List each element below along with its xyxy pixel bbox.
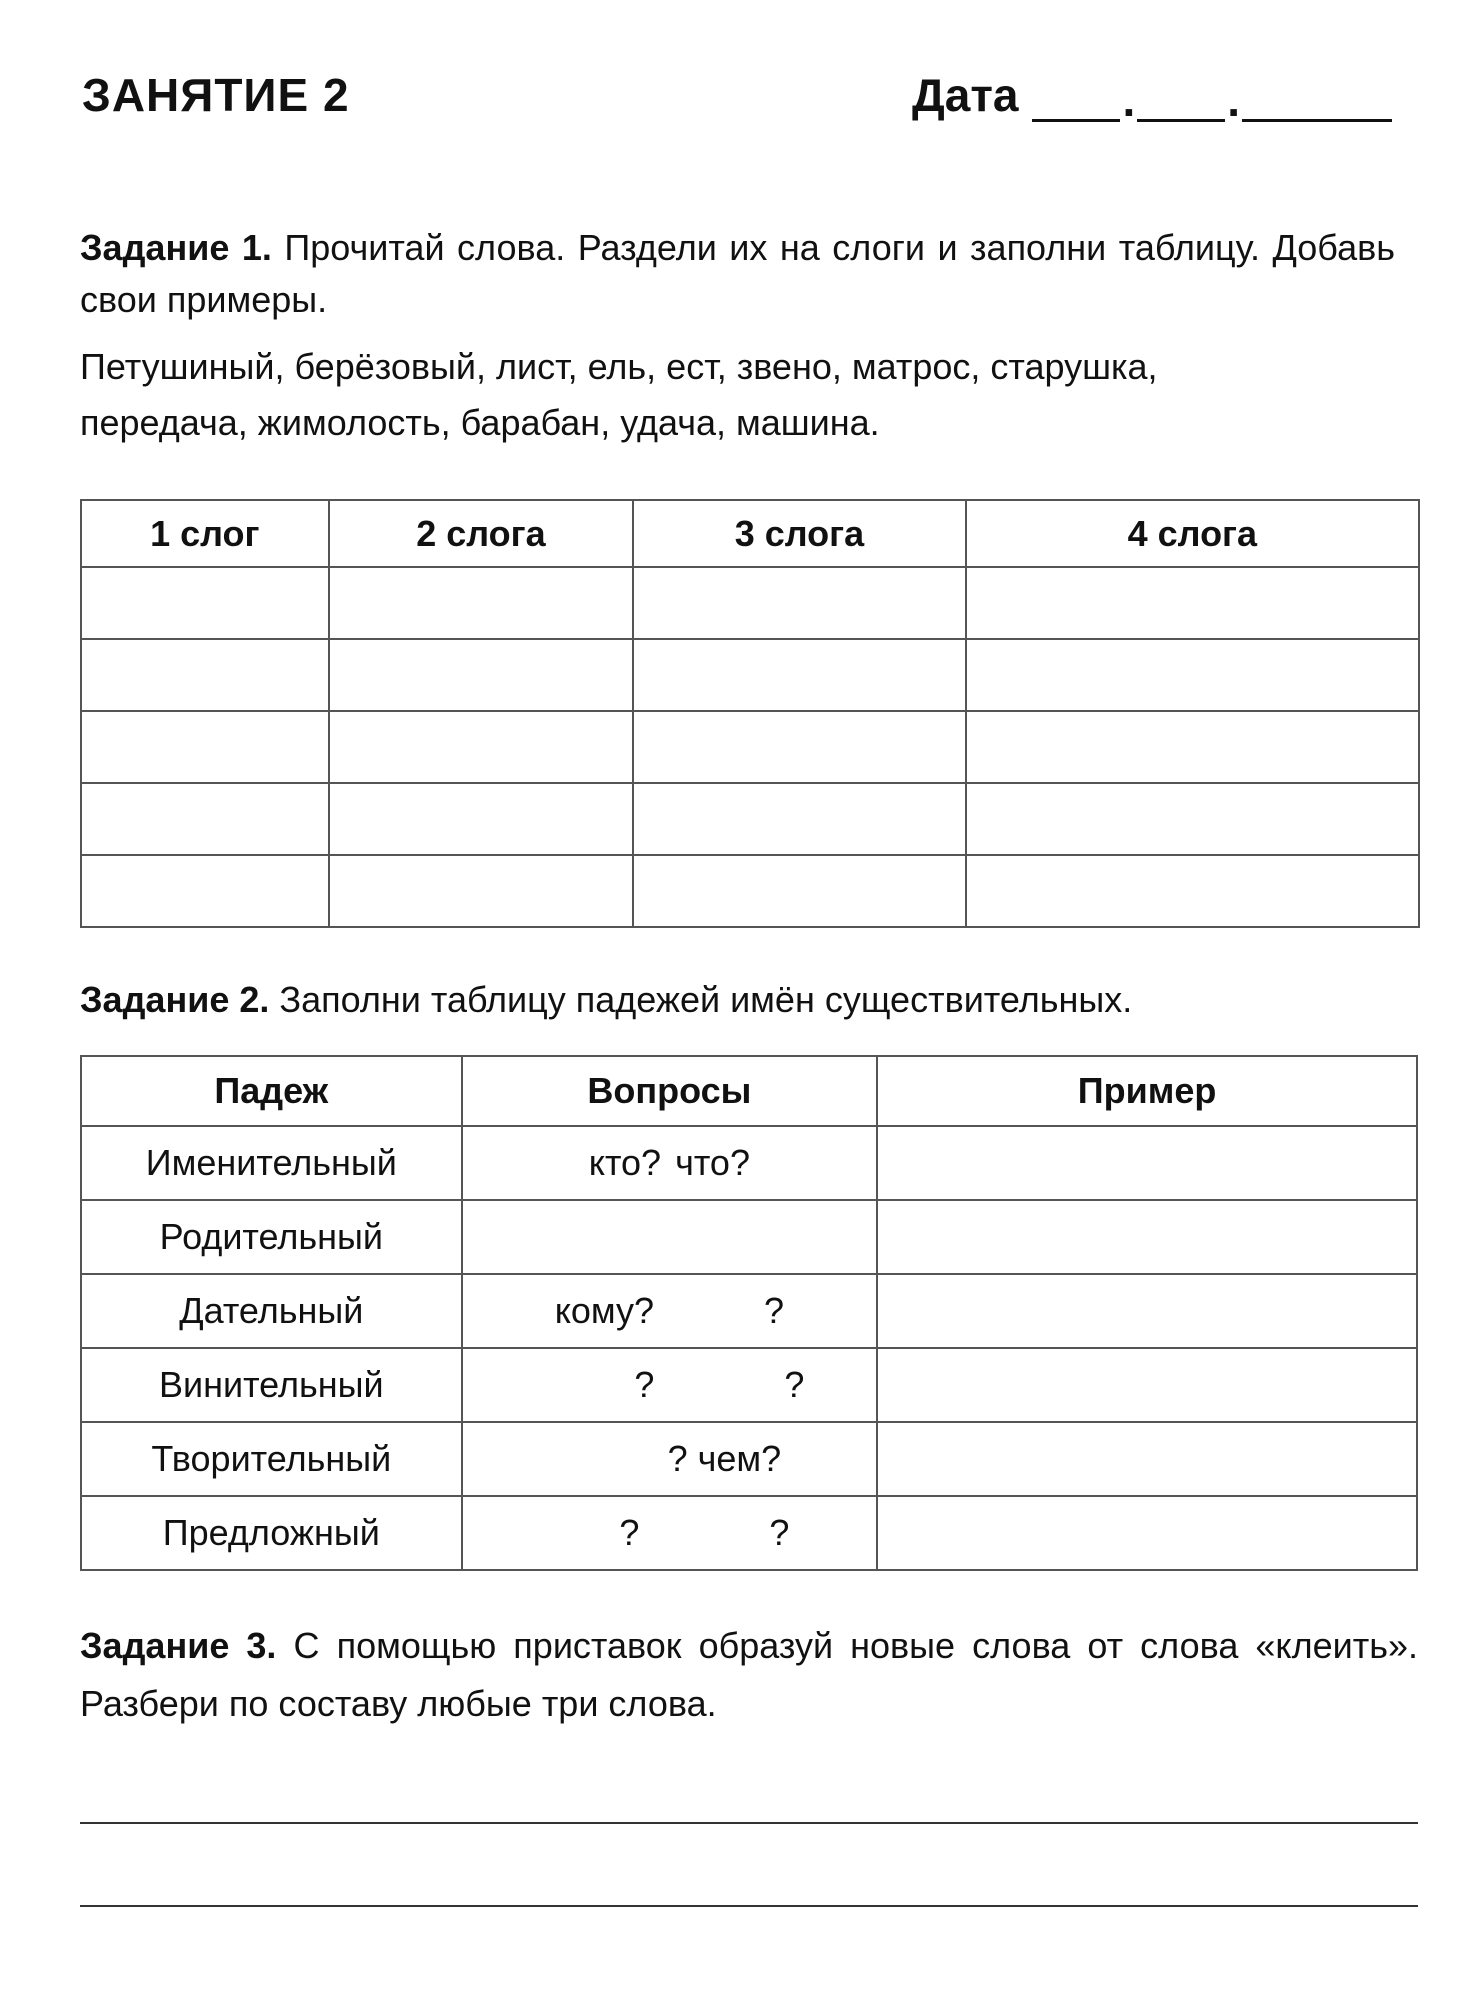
answer-cell[interactable]: [966, 855, 1419, 927]
syllables-header-1: 1 слог: [81, 500, 329, 567]
word-list-line: Петушиный, берёзовый, лист, ель, ест, звено, матрос, старушка,: [80, 346, 1158, 387]
example-cell[interactable]: [877, 1126, 1417, 1200]
cases-header-case: Падеж: [81, 1056, 462, 1126]
answer-line[interactable]: [80, 1822, 1418, 1824]
answer-cell[interactable]: [966, 711, 1419, 783]
task1-text: Прочитай слова. Раздели их на слоги и заполни таблицу. Добавь свои примеры.: [80, 227, 1395, 320]
date-separator: .: [1227, 74, 1240, 126]
answer-cell[interactable]: [633, 567, 966, 639]
case-questions[interactable]: [462, 1274, 878, 1348]
task3-text: С помощью приставок образуй новые слова от слова «клеить». Разбери по составу любые три слова.: [80, 1625, 1418, 1724]
answer-cell[interactable]: [966, 567, 1419, 639]
table-row: [81, 783, 1419, 855]
case-name: Винительный: [81, 1348, 462, 1422]
case-questions[interactable]: [462, 1348, 878, 1422]
case-name: Творительный: [81, 1422, 462, 1496]
answer-cell[interactable]: [81, 855, 329, 927]
syllables-header-3: 3 слога: [633, 500, 966, 567]
task3-instruction: [80, 1617, 1418, 1733]
answer-cell[interactable]: [81, 567, 329, 639]
table-row: [81, 1348, 1417, 1422]
page-header: [82, 68, 1392, 138]
date-separator: .: [1122, 74, 1136, 126]
task2-text: Заполни таблицу падежей имён существительных.: [279, 979, 1133, 1020]
answer-cell[interactable]: [329, 711, 634, 783]
table-row: [81, 855, 1419, 927]
case-questions[interactable]: [462, 1200, 878, 1274]
table-row: [81, 567, 1419, 639]
answer-cell[interactable]: [329, 783, 634, 855]
example-cell[interactable]: [877, 1274, 1417, 1348]
case-questions[interactable]: [462, 1126, 878, 1200]
date-year-blank[interactable]: [1242, 75, 1392, 122]
case-questions[interactable]: [462, 1422, 878, 1496]
table-row: [81, 1126, 1417, 1200]
lesson-title: ЗАНЯТИЕ 2: [82, 69, 350, 121]
question-1: ?: [619, 1512, 640, 1553]
answer-cell[interactable]: [633, 711, 966, 783]
syllables-header-4: 4 слога: [966, 500, 1419, 567]
task3-label: Задание 3.: [80, 1625, 277, 1666]
task1-label: Задание 1.: [80, 227, 272, 268]
question-2: что?: [675, 1142, 750, 1183]
question-2: ?: [769, 1512, 790, 1553]
answer-line[interactable]: [80, 1905, 1418, 1907]
word-list-line: передача, жимолость, барабан, удача, машина.: [80, 402, 880, 443]
case-name: Дательный: [81, 1274, 462, 1348]
answer-cell[interactable]: [81, 639, 329, 711]
example-cell[interactable]: [877, 1348, 1417, 1422]
syllables-header-2: 2 слога: [329, 500, 634, 567]
task2-instruction: [80, 974, 1420, 1026]
answer-cell[interactable]: [329, 639, 634, 711]
example-cell[interactable]: [877, 1496, 1417, 1570]
task1-word-list: [80, 339, 1390, 451]
answer-cell[interactable]: [633, 855, 966, 927]
table-row: [81, 1274, 1417, 1348]
answer-cell[interactable]: [966, 783, 1419, 855]
case-name: Родительный: [81, 1200, 462, 1274]
question-1: ?: [667, 1438, 688, 1479]
question-2: чем?: [697, 1438, 782, 1479]
table-row: [81, 1496, 1417, 1570]
cases-header-example: Пример: [877, 1056, 1417, 1126]
question-2: ?: [764, 1290, 785, 1331]
case-questions[interactable]: [462, 1496, 878, 1570]
cases-table: [80, 1055, 1418, 1571]
task1-instruction: [80, 222, 1395, 326]
example-cell[interactable]: [877, 1422, 1417, 1496]
answer-cell[interactable]: [966, 639, 1419, 711]
date-month-blank[interactable]: [1137, 75, 1225, 122]
table-row: [81, 1422, 1417, 1496]
question-1: кто?: [588, 1142, 662, 1183]
example-cell[interactable]: [877, 1200, 1417, 1274]
date-label: Дата: [911, 69, 1019, 121]
question-1: ?: [634, 1364, 655, 1405]
case-name: Именительный: [81, 1126, 462, 1200]
table-row: [81, 711, 1419, 783]
date-block: [911, 68, 1392, 126]
date-day-blank[interactable]: [1032, 75, 1120, 122]
cases-header-questions: Вопросы: [462, 1056, 878, 1126]
answer-cell[interactable]: [633, 639, 966, 711]
syllables-table: [80, 499, 1420, 928]
task2-label: Задание 2.: [80, 979, 270, 1020]
answer-cell[interactable]: [633, 783, 966, 855]
table-row: [81, 1200, 1417, 1274]
answer-cell[interactable]: [329, 567, 634, 639]
case-name: Предложный: [81, 1496, 462, 1570]
answer-cell[interactable]: [81, 711, 329, 783]
question-1: кому?: [554, 1290, 655, 1331]
answer-cell[interactable]: [81, 783, 329, 855]
table-row: [81, 639, 1419, 711]
answer-cell[interactable]: [329, 855, 634, 927]
question-2: ?: [784, 1364, 805, 1405]
